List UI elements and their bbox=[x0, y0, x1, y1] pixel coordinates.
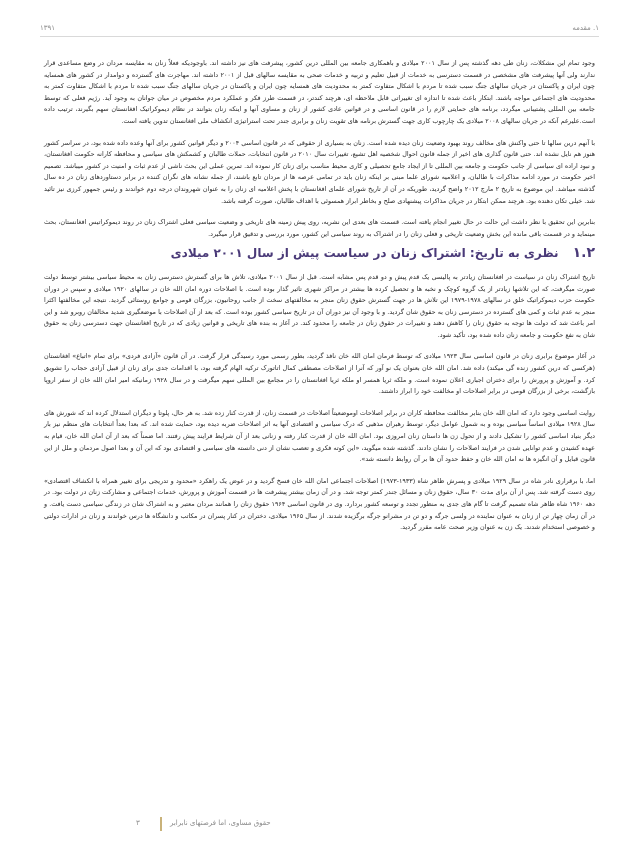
chapter-label: ۱. مقدمه bbox=[572, 24, 599, 32]
page-number: ۳ bbox=[136, 819, 140, 827]
paragraph: روایت اساسی وجود دارد که امان الله خان بنابر مخالفت محافظه کاران در برابر اصلاحات اوموضعیتاً اصلاحات در قسمت زنان، از قدرت کنار زده شد. به هر حال، پلوتا و دیگران استدلال کرده اند که شورش های سال ۱۹۲۸ میلادی اساساً سیاسی بوده و به شمول عوامل دیگر، توسط رهبران مذهبی که درک سیاسی و اقتصادی آنها به اثر اصلاحات ضربه دیده بود، حمایت شده اند. که بعدا بعداً انتخابات های منظم نیز بار دیگر بنیاد اساسی کشور را تشکیل دادند و از تحول زن ها داستان زنان امروزی بود. امان الله خان از قدرت کنار رفته و زنانی بعد از آن شرایط فرایند پیش رفتند. اما ضمناً که بعد از آن امان الله خان، قیام به عهده کشیدن و عدم توانایی شدن در فرایند اصلاحات را نشان دادند. گذشته شده میگوید، «این کوته فکری و تعصب نشان از دنی دانسته های سیاسی و اقتصادی بود که این آن و بعدا اصول مردمان و ملل از این قانون قبایل و آن انگیزه ها نه امان الله خان و حفظ حدود آن ها بر آن روابط دانسته شد». bbox=[44, 408, 595, 464]
section-title: نظری به تاریخ: اشتراک زنان در سیاست پیش از سال ۲۰۰۱ میلادی bbox=[170, 246, 559, 261]
year-label: ۱۳۹۱ bbox=[40, 24, 56, 32]
page-footer bbox=[40, 815, 599, 835]
paragraph: اما، با برقراری نادر شاه در سال ۱۹۲۹ میلادی و پسرش ظاهر شاه (۱۹۳۳-۱۹۷۳) اصلاحات اجتماعی امان الله خان فسخ گردید و در عوض یک راهکرد «محدود و تدریجی برای تغییر همراه با انکشاف اقتصادی» روی دست گرفته شد. پس از آن برای مدت ۳۰ سال، حقوق زنان و مسائل جندر کمتر توجه شد. و در آن زمان بیشتر پیشرفت ها در قسمت آموزش و پرورش، خدمات اجتماعی و مشارکت زنان در دولت بود. در دهه ۱۹۶۰ شاه ظاهر شاه تصمیم گرفت تا گام های جدی به منظور تجدد و توسعه کشور بردارد. وی در قانون اساسی ۱۹۶۴ حقوق زنان را همانند مردان معتبر و به اشتراک شان در زندگی سیاسی دست یافت. و در آن زمان چهار تن از زنان به عنوان نماینده در ولسی جرگه و دو تن در مشرانو جرگه برگزیده شدند. از سال ۱۹۶۵ میلادی، دختران در کنار پسران در مکاتب و دانشگاه ها درس خواندند و زنان در ادارات دولتی و خصوصی استخدام شدند. یک زن به عنوان وزیر صحت عامه مقرر گردید. bbox=[44, 476, 595, 532]
paragraph: بنابرین این تحقیق با نظر داشت این حالت در حال تغییر انجام یافته است. قسمت های بعدی این نشریه، روی پیش زمینه های تاریخی و وضعیت سیاسی فعلی اشتراک زنان در روند دیموکراتیس افغانستان، بحث مینماید و در قسمت باقی مانده این بخش وضعیت تاریخی و فعلی زنان را در اشتراک به روند سیاسی این کشور، مورد بررسی و تدقیق قرار میگیرد. bbox=[44, 218, 595, 238]
paragraph: تاریخ اشتراک زنان در سیاست در افغانستان زیادتر به پالیسی یک قدم پیش و دو قدم پس مشابه است. قبل از سال ۲۰۰۱ میلادی، تلاش ها برای گسترش دسترسی زنان به محیط سیاسی بیشتر توسط دولت صورت میگرفت، که این تلاشها زیادتر از یک گروه کوچک و نخبه ها و تحصیل کرده ها بیشتر در مراکز شهری تاثیر گذار بوده است. با اصلاحات دوره امان الله خان در سالهای ۱۹۲۰ میلادی و سپس در دوران حکومت حزب دیموکراتیک خلق در سالهای ۱۹۷۸-۱۹۷۹ این تلاش ها در جهت گسترش حقوق زنان منجر به مخالفتهای سخت از جانب روحانیون، بزرگان قومی و جوامع روستائی گردید. نتیجه این مخالفتها اکثرا منجر به عدم ثبات و کمی های گسترده در دسترسی زنان به حقوق شان گردید. و با وجود آن نیز دوران آن در تاریخ سیاسی کشور بوده است. که بعد از آن اصلاحات با موضعگیری شدید مخالفان روبرو شد و این امر باعث شد که دولت ها توجه به حقوق زنان را کاهش دهند و تغییرات در حقوق زنان در جامعه را محدود کند. در آغاز به بنده های تاریخی و قوانین زیادی که در تاریخ افغانستان جهت دسترسی زنان به حقوق شان به نفع حکومت و جامعه زنان داده شده بود، تأکید شود. bbox=[44, 272, 595, 339]
section-number: ۱.۲ bbox=[572, 245, 595, 262]
paragraph: با آنهم درین سالها تا حتی واکنش های مخالف روند بهبود وضعیت زنان دیده شده است. زنان به بسیاری از حقوقی که در قانون اساسی ۲۰۰۴ و دیگر قوانین کشور برای آنها وعده داده شده بود، در سراسر کشور هنوز هم نایل نشده اند. حتی قانون گذاری های اخیر از جمله قانون احوال شخصیه اهل تشیع، تغییرات سال ۲۰۱۰ در قانون انتخابات، حملات طالبان و کشمکش های سیاسی و محافظه کارانه حکومت افغانستان، و نبود اراده ای سیاسی از جانب حکومت و جامعه بین المللی تا از ایجاد جامع تحصیلی و کاری محیط مناسب برای زنان کار نموده اند. تمرین عملی این بحث ناشی از عدم ثبات و امنیت در کشور میباشد. تصمیم اخیر حکومت در مورد ادامه مذاکرات با طالبان، و اعلامیه شورای علما مبنی بر اینکه زنان باید در تمامی عرصه ها از مردان تابع باشند، از جمله نشانه های نگران کننده در برابر دستاوردهای زنان در ده سال گذشته میباشد. این موضوع به تاریخ ۲ مارچ ۲۰۱۲ واضح گردید، طوریکه در آن از تاریخ شورای علمای افغانستان با پخش اعلامیه ای زنان را به عنوان شهروندان درجه دوم خواندند و رئیس جمهور کرزی نیز تائید شد. خیلی تکان دهنده بود. هرچند ممکن ابتکار در جریان مذاکرات پیشنهادی صلح و بخاطر ابراز همسوئی با اهداف طالبان، صورت گرفته باشد. bbox=[44, 138, 595, 205]
page-content bbox=[44, 58, 595, 544]
paragraph: در آغاز موضوع برابری زنان در قانون اساسی سال ۱۹۲۳ میلادی که توسط فرمان امان الله خان نافذ گردید، بطور رسمی مورد رسیدگی قرار گرفت. در آن قانون «آزادی فردی» برای تمام «اتباع» افغانستان (هرکسی که درین کشور زنده گی میکند) داده شد. امان الله خان بعنوان یک نو آور که آنرا از اصلاحات مصطفی کمال اتاتورک ترکیه الهام گرفته بود، با اقدامات جدی برای زنان از قبیل آزادی حجاب را تشویق کرد. و آموزش و پرورش را برای دختران اجباری اعلان نموده است. و ملکه ثریا همسر او ملکه ثریا افغانستان را در مجامع بین المللی سهم میگرفت و در سال ۱۹۲۸ زمانیکه امیر امان الله خان از سفر اروپا بازگشت، برخی از بزرگان قومی در برابر اصلاحات او مخالفت خود را ابراز داشتند. bbox=[44, 352, 595, 396]
page-header bbox=[40, 22, 599, 37]
publication-title: حقوق مساوی، اما فرصتهای نابرابر bbox=[170, 819, 271, 827]
footer-divider bbox=[160, 817, 162, 831]
section-heading bbox=[44, 245, 595, 262]
paragraph: وجود تمام این مشکلات، زنان طی دهه گذشته پس از سال ۲۰۰۱ میلادی و باهمکاری جامعه بین المللی درین کشور، پیشرفت های نیز داشته اند. باوجودیکه فعلاً زنان به مقایسه مردان در وضع مساعدی قرار ندارند ولی آنها پیشرفت های مشخصی در قسمت دسترسی به خدمات از قبیل تعلیم و تربیه و خدمات صحی به مقایسه سالهای قبل از ۲۰۰۱ داشته اند. مهاجرت های گسترده و دوامدار در کشور های همسایه چون ایران و پاکستان در جریان سالهای جنگ سبب شده تا مردم با اشکال متفاوت کمتر به محدودیت های همسایه چون ایران و پاکستان در جریان سالهای جنگ سبب شده تا مردم با اشکال متفاوت کمتر به محدودیت های اجتماعی مواجه باشند. ابتکار باعث شده تا اندازه ای تغییراتی قابل ملاحظه ای، هرچند کندتر، در قسمت طرز فکر و عملکرد مردم مخصوص در میان جوانان به وجود آید. رژیم فعلی که توسط جامعه بین المللی پشتیبانی میگردد، برنامه های حمایتی لازم را در قانون اساسی و در قوانین عادی کشور از زنان و مساوی آنها و اینکه زنان بتوانند در نظام دیموکراتیک افغانستان سهم بگیرند، ترتیب داده است.علیرغم آنکه در جریان سالهای ۲۰۰۸ میلادی یک چارچوب کاری جهت گسترش برنامه های تقویت زنان و برابری جندر تحت استراتیژی انکشاف ملی افغانستان تدوین یافته است. bbox=[44, 59, 596, 125]
